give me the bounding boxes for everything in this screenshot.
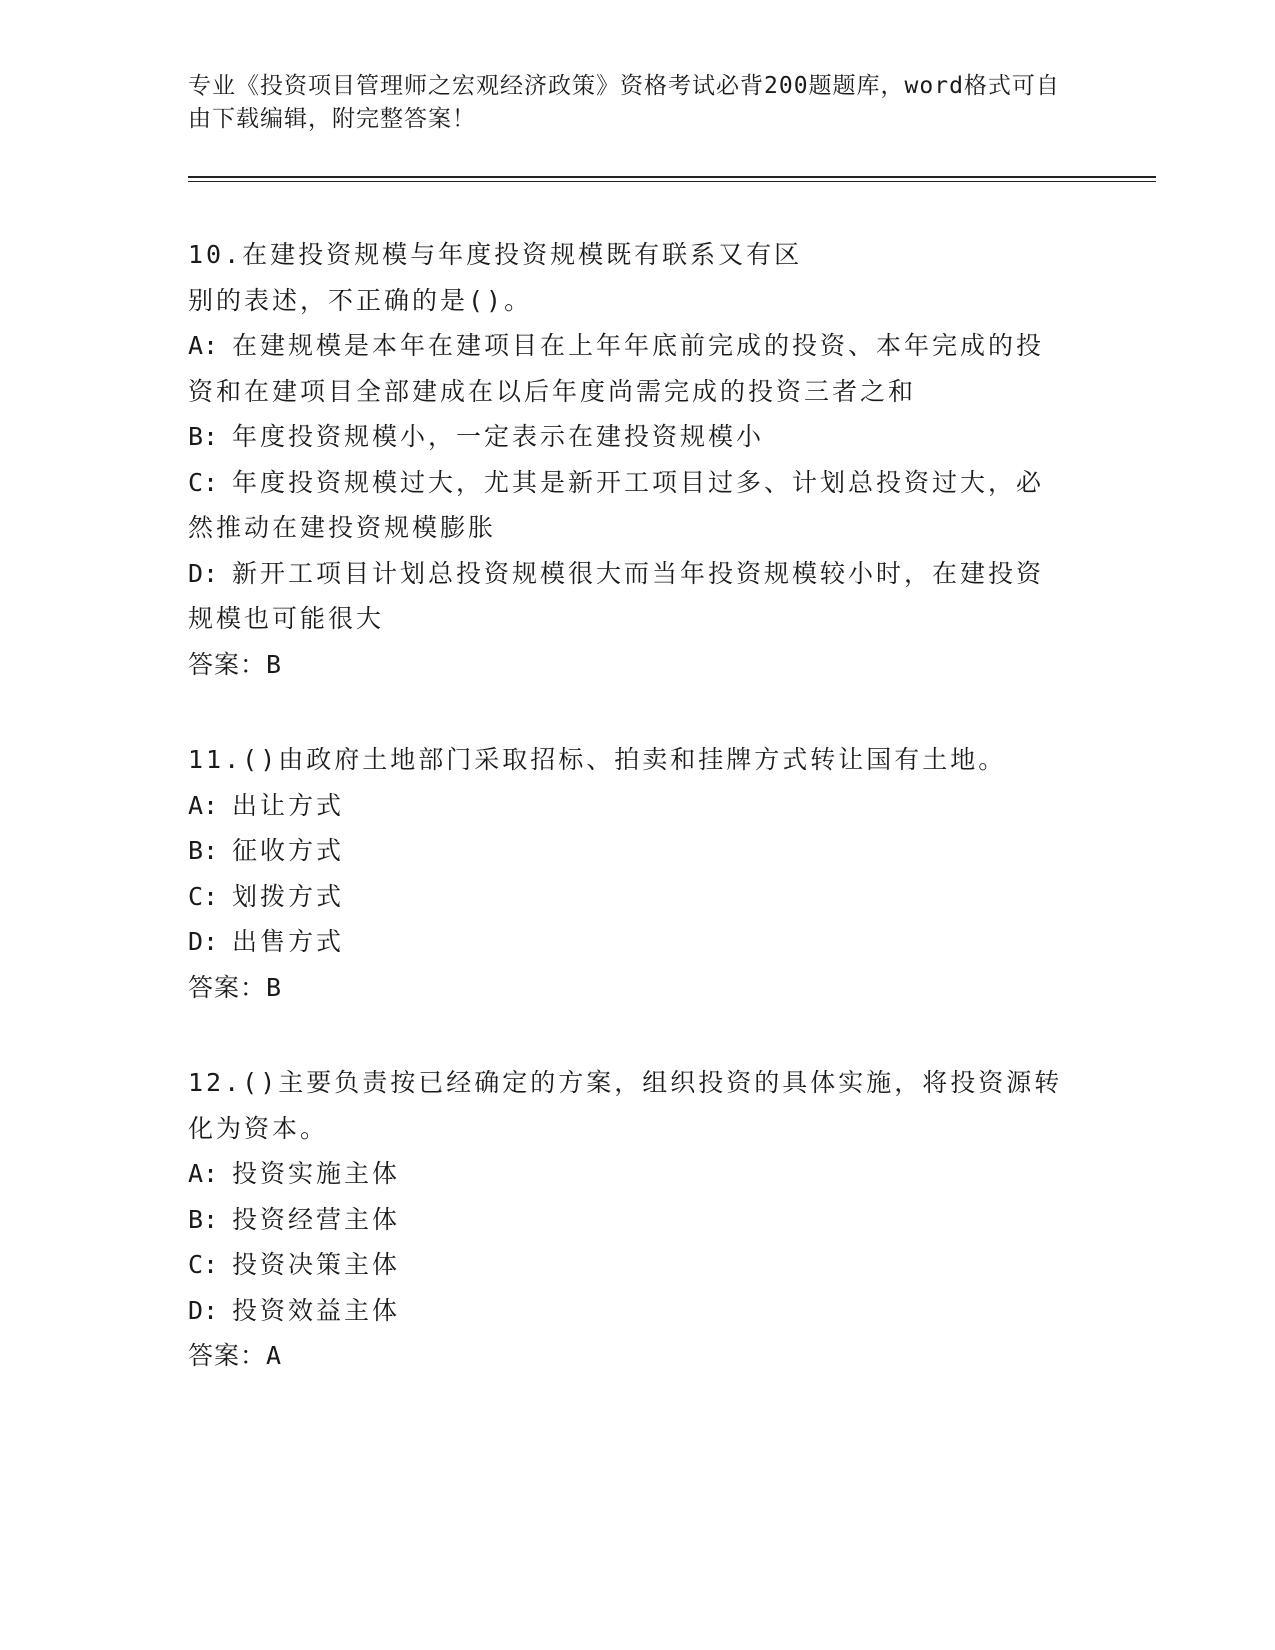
option-c <box>188 1242 1088 1288</box>
option-letter: C: <box>188 467 219 497</box>
option-b <box>188 414 1088 460</box>
option-text: 投资决策主体 <box>232 1250 401 1279</box>
option-a <box>188 1151 1088 1197</box>
option-letter: A: <box>188 331 219 360</box>
option-text: 征收方式 <box>232 836 345 865</box>
option-c-continued: 然推动在建投资规模膨胀 <box>188 513 497 542</box>
option-text: 投资经营主体 <box>232 1204 401 1234</box>
option-letter: B: <box>188 1204 219 1234</box>
option-letter: D: <box>188 558 219 588</box>
option-d <box>188 551 1088 597</box>
question-list <box>188 232 1088 1429</box>
question-11 <box>188 737 1088 1010</box>
option-c <box>188 460 1088 506</box>
option-letter: B: <box>188 836 219 865</box>
answer: 答案：B <box>188 649 283 679</box>
question-10 <box>188 232 1088 687</box>
question-12 <box>188 1060 1088 1379</box>
option-a <box>188 783 1088 829</box>
option-letter: D: <box>188 1295 219 1325</box>
option-letter: C: <box>188 1250 219 1279</box>
question-stem: 12.()主要负责按已经确定的方案，组织投资的具体实施，将投资源转 <box>188 1068 1063 1097</box>
question-stem: 别的表述，不正确的是()。 <box>188 285 533 315</box>
option-text: 新开工项目计划总投资规模很大而当年投资规模较小时，在建投资 <box>232 558 1045 588</box>
option-letter: A: <box>188 790 219 820</box>
option-a <box>188 323 1088 369</box>
question-stem: 11.()由政府土地部门采取招标、拍卖和挂牌方式转让国有土地。 <box>188 745 1007 774</box>
option-d <box>188 1288 1088 1334</box>
question-stem: 10.在建投资规模与年度投资规模既有联系又有区 <box>188 240 803 269</box>
answer: 答案：B <box>188 972 283 1002</box>
option-text: 划拨方式 <box>232 881 345 911</box>
option-text: 出让方式 <box>232 790 345 820</box>
option-text: 投资实施主体 <box>232 1159 401 1188</box>
option-text: 年度投资规模小，一定表示在建投资规模小 <box>232 422 765 451</box>
option-c <box>188 874 1088 920</box>
header-divider <box>188 176 1156 182</box>
option-b <box>188 828 1088 874</box>
option-text: 出售方式 <box>232 927 345 956</box>
option-letter: B: <box>188 422 219 451</box>
option-text: 投资效益主体 <box>232 1295 401 1325</box>
option-letter: A: <box>188 1159 219 1188</box>
option-letter: D: <box>188 927 219 956</box>
option-d <box>188 919 1088 965</box>
option-b <box>188 1197 1088 1243</box>
answer: 答案：A <box>188 1341 283 1370</box>
option-d-continued: 规模也可能很大 <box>188 604 385 633</box>
question-stem: 化为资本。 <box>188 1113 329 1143</box>
option-a-continued: 资和在建项目全部建成在以后年度尚需完成的投资三者之和 <box>188 376 917 406</box>
option-letter: C: <box>188 881 219 911</box>
option-text: 年度投资规模过大，尤其是新开工项目过多、计划总投资过大，必 <box>232 467 1045 497</box>
option-text: 在建规模是本年在建项目在上年年底前完成的投资、本年完成的投 <box>232 331 1045 360</box>
document-header: 专业《投资项目管理师之宏观经济政策》资格考试必背200题题库，word格式可自由下载编辑，附完整答案！ <box>188 73 1060 132</box>
